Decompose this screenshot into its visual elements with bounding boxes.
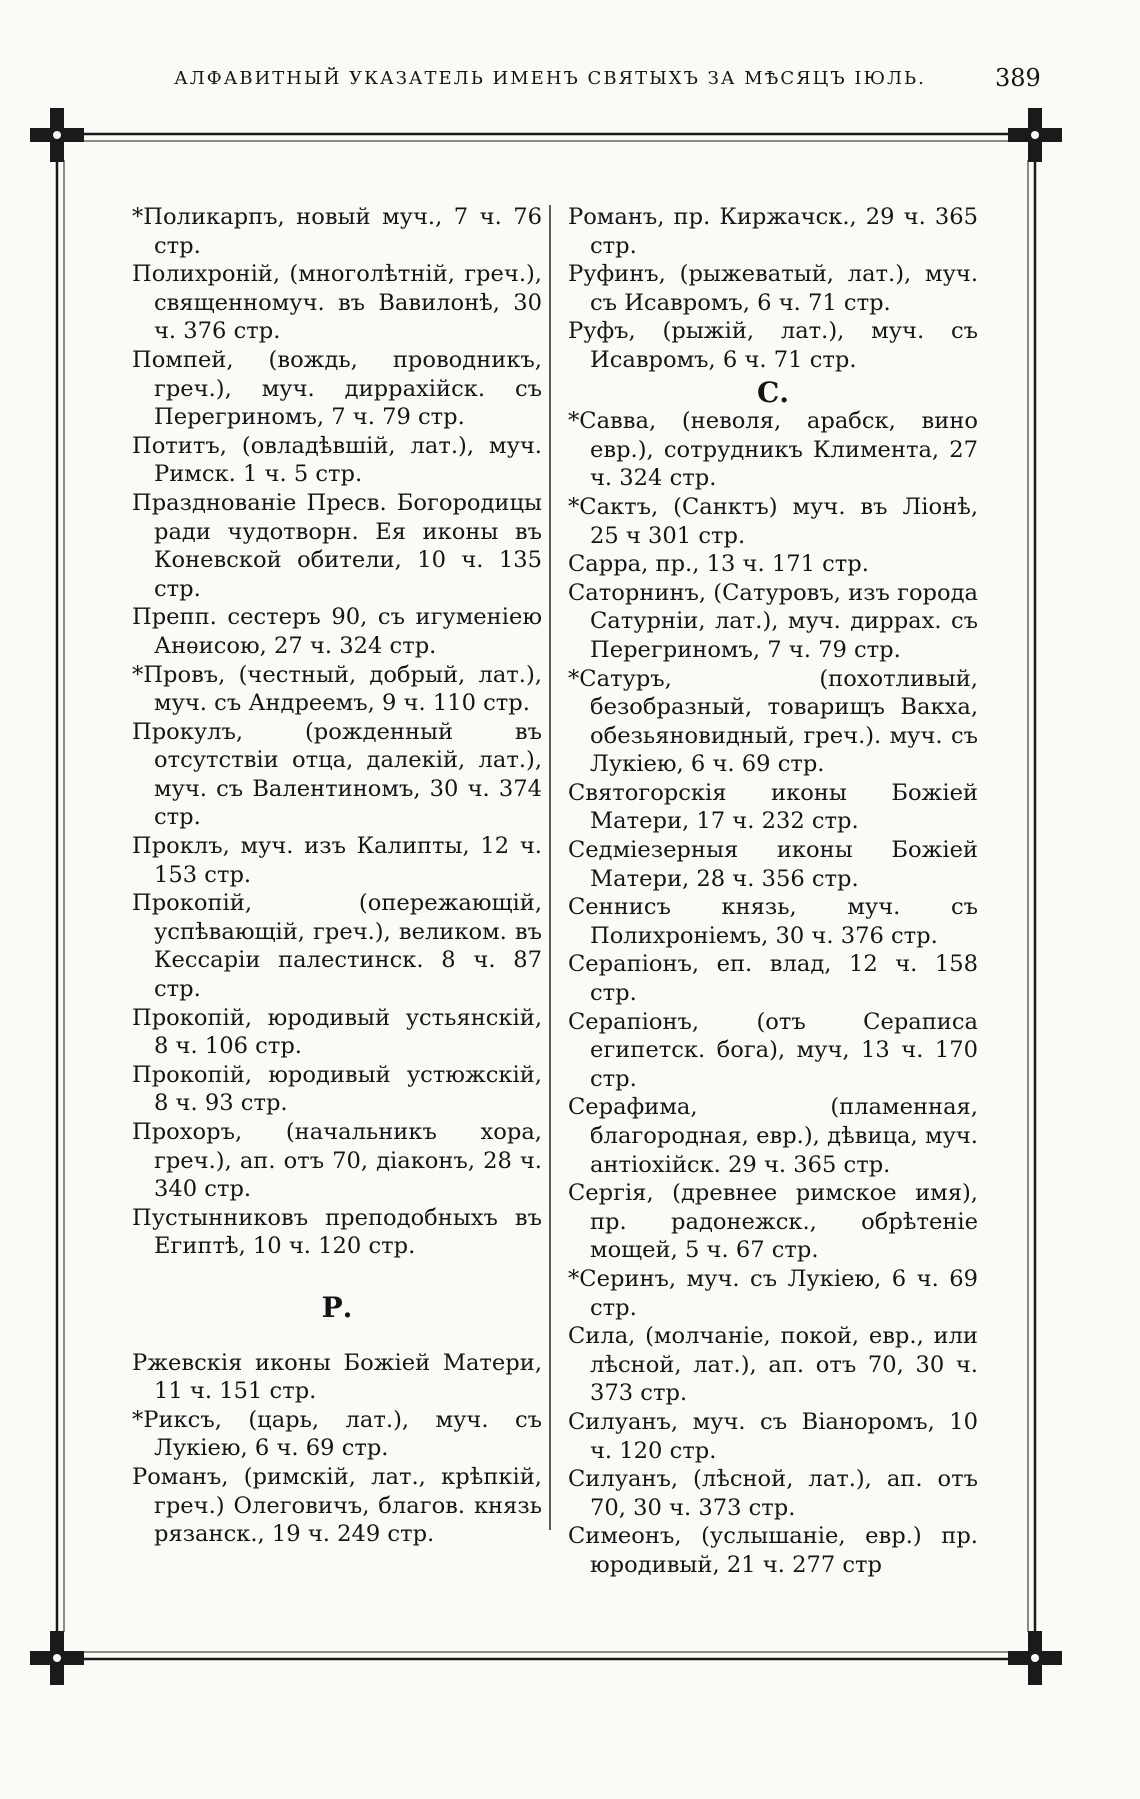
index-entry: Прохоръ, (начальникъ хора, греч.), ап. отъ 70, діаконъ, 28 ч. 340 стр.	[132, 1119, 542, 1203]
index-entry: Романъ, пр. Киржачск., 29 ч. 365 стр.	[568, 204, 978, 259]
index-entry: Святогорскія иконы Божіей Матери, 17 ч. 232 стр.	[568, 779, 978, 835]
index-entry: Прокопій, юродивый устюжскій, 8 ч. 93 стр.	[132, 1061, 542, 1117]
index-entry: Препп. сестеръ 90, съ игуменіею Анѳисою, 27 ч. 324 стр.	[132, 604, 542, 659]
index-entry: Сергія, (древнее римское имя), пр. радонежск., обрѣтеніе мощей, 5 ч. 67 стр.	[568, 1180, 978, 1264]
running-title: АЛФАВИТНЫЙ УКАЗАТЕЛЬ ИМЕНЪ СВЯТЫХЪ ЗА МѢСЯЦЪ ІЮЛЬ.	[174, 68, 926, 89]
index-entry: *Серинъ, муч. съ Лукіею, 6 ч. 69 стр.	[568, 1265, 978, 1321]
index-entry: Романъ, (римскій, лат., крѣпкій, греч.) Олеговичъ, благов. князь рязанск., 19 ч. 249 стр.	[132, 1463, 542, 1548]
index-entry: *Провъ, (честный, добрый, лат.), муч. съ Андреемъ, 9 ч. 110 стр.	[132, 661, 542, 717]
index-entry: Серапіонъ, еп. влад, 12 ч. 158 стр.	[568, 951, 978, 1007]
right-column	[568, 203, 978, 1580]
corner-cross-icon	[30, 1631, 84, 1685]
index-entry: *Сатуръ, (похотливый, безобразный, товарищъ Вакха, обезьяновидный, греч.). муч. съ Лукіею, 6 ч. 69 стр.	[568, 665, 978, 778]
index-entry: Седміезерныя иконы Божіей Матери, 28 ч. 356 стр.	[568, 837, 978, 892]
index-entry: Прокопій, юродивый устьянскій, 8 ч. 106 стр.	[132, 1004, 542, 1060]
index-entry: Пустынниковъ преподобныхъ въ Египтѣ, 10 ч. 120 стр.	[132, 1204, 542, 1260]
index-entry: Потитъ, (овладѣвшій, лат.), муч. Римск. 1 ч. 5 стр.	[132, 432, 542, 488]
index-entry: *Савва, (неволя, арабск, вино евр.), сотрудникъ Климента, 27 ч. 324 стр.	[568, 408, 978, 492]
index-entry: *Сактъ, (Санктъ) муч. въ Ліонѣ, 25 ч 301 стр.	[568, 493, 978, 549]
corner-cross-icon	[1008, 108, 1062, 162]
index-entry: Руфинъ, (рыжеватый, лат.), муч. съ Исавромъ, 6 ч. 71 стр.	[568, 261, 978, 316]
index-entry: *Поликарпъ, новый муч., 7 ч. 76 стр.	[132, 204, 542, 259]
page-header	[0, 64, 1140, 104]
page-number: 389	[995, 64, 1041, 92]
index-entry: Прокулъ, (рожденный въ отсутствіи отца, далекій, лат.), муч. съ Валентиномъ, 30 ч. 374 стр.	[132, 718, 542, 831]
corner-cross-icon	[30, 108, 84, 162]
index-entry: Полихроній, (многолѣтній, греч.), священномуч. въ Вавилонѣ, 30 ч. 376 стр.	[132, 261, 542, 345]
index-entry: Сарра, пр., 13 ч. 171 стр.	[568, 551, 869, 578]
index-entry: *Риксъ, (царь, лат.), муч. съ Лукіею, 6 ч. 69 стр.	[132, 1406, 542, 1462]
index-entry: Помпей, (вождь, проводникъ, греч.), муч. диррахійск. съ Перегриномъ, 7 ч. 79 стр.	[132, 346, 542, 431]
index-entry: Проклъ, муч. изъ Калипты, 12 ч. 153 стр.	[132, 833, 542, 888]
index-entry: Ржевскія иконы Божіей Матери, 11 ч. 151 стр.	[132, 1349, 542, 1405]
index-entry: Саторнинъ, (Сатуровъ, изъ города Сатурніи, лат.), муч. диррах. съ Перегриномъ, 7 ч. 79 стр.	[568, 579, 978, 663]
left-column	[132, 203, 542, 1549]
section-heading-r: Р.	[321, 1290, 353, 1324]
index-entry: Силуанъ, (лѣсной, лат.), ап. отъ 70, 30 ч. 373 стр.	[568, 1466, 978, 1521]
index-entry: Сила, (молчаніе, покой, евр., или лѣсной, лат.), ап. отъ 70, 30 ч. 373 стр.	[568, 1323, 978, 1407]
index-entry: Симеонъ, (услышаніе, евр.) пр. юродивый, 21 ч. 277 стр	[568, 1523, 978, 1578]
section-heading-s: С.	[756, 375, 790, 409]
corner-cross-icon	[1008, 1631, 1062, 1685]
index-entry: Серафима, (пламенная, благородная, евр.), дѣвица, муч. антіохійск. 29 ч. 365 стр.	[568, 1094, 978, 1178]
index-entry: Празднованіе Пресв. Богородицы ради чудотворн. Ея иконы въ Коневской обители, 10 ч. 135 стр.	[132, 489, 542, 602]
index-entry: Сеннисъ князь, муч. съ Полихроніемъ, 30 ч. 376 стр.	[568, 894, 978, 949]
index-entry: Серапіонъ, (отъ Сераписа египетск. бога), муч, 13 ч. 170 стр.	[568, 1008, 978, 1092]
index-entry: Руфъ, (рыжій, лат.), муч. съ Исавромъ, 6 ч. 71 стр.	[568, 318, 978, 373]
index-entry: Силуанъ, муч. съ Віанoромъ, 10 ч. 120 стр.	[568, 1408, 978, 1464]
index-entry: Прокопій, (опережающій, успѣвающій, греч.), великом. въ Кессаріи палестинск. 8 ч. 87 стр.	[132, 890, 542, 1003]
